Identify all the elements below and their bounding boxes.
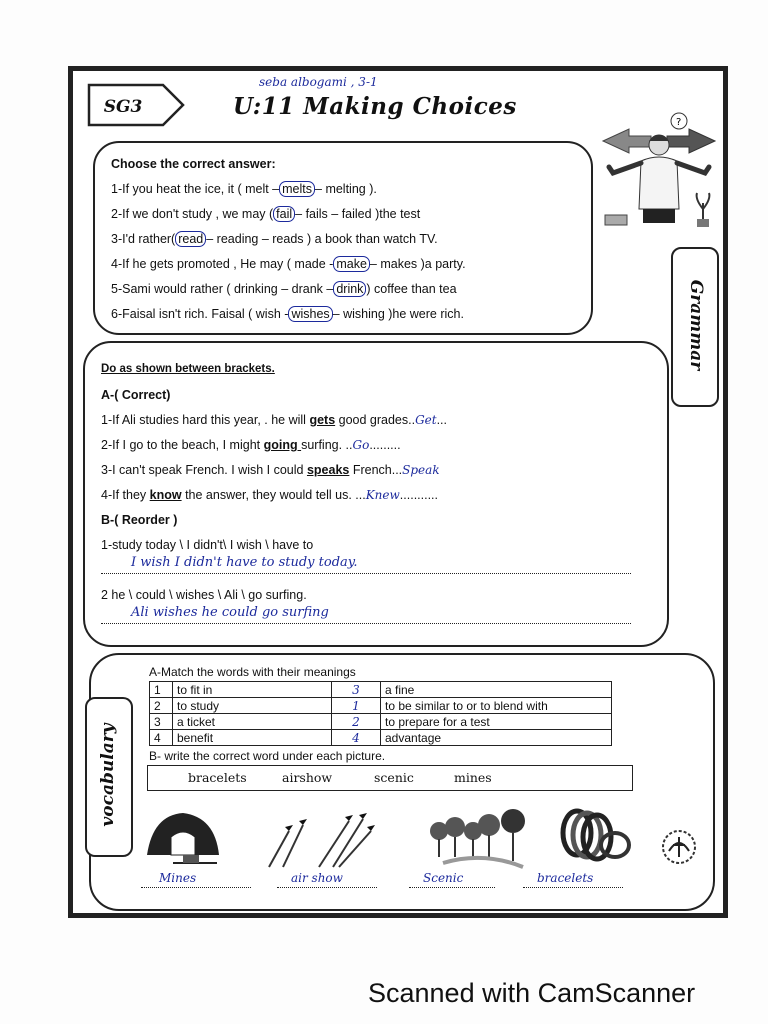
table-row: 4 benefit 4 advantage [150,730,612,746]
vocabulary-label: vocabulary [98,723,118,827]
choose-item: 6-Faisal isn't rich. Faisal ( wish - wishes – wishing )he were rich. [111,307,464,321]
choose-item: 4-If he gets promoted , He may ( made - make – makes )a party. [111,257,466,271]
decision-person-illustration [599,111,719,231]
airshow-picture [259,801,379,871]
word-bank-item: scenic [374,770,414,785]
handwritten-answer: Knew [365,488,400,502]
table-row: 3 a ticket 2 to prepare for a test [150,714,612,730]
grammar-label: Grammar [686,279,706,371]
choose-item: 3-I'd rather( read – reading – reads ) a book than watch TV. [111,232,438,246]
handwritten-answer: Get [415,413,437,427]
choose-item: 2-If we don't study , we may ( fail – fails – failed )the test [111,207,421,221]
handwritten-answer: bracelets [537,871,594,885]
correct-item: 2-If I go to the beach, I might going surfing. ..Go......... [101,438,401,452]
table-row: 2 to study 1 to be similar to or to blend with [150,698,612,714]
circled-answer: melts [279,181,315,197]
do-as-shown-box [83,341,669,647]
correct-label: A-( Correct) [101,388,171,402]
picture-answer-line [409,873,495,888]
do-as-shown-heading: Do as shown between brackets. [101,363,275,375]
handwritten-answer: I wish I didn't have to study today. [131,555,358,570]
match-table [149,681,612,746]
reorder-answer-line [101,607,631,624]
correct-item: 1-If Ali studies hard this year, . he will gets good grades..Get... [101,413,447,427]
correct-item: 4-If they know the answer, they would tell us. ...Knew........... [101,488,438,502]
calligraphy-seal [659,827,699,867]
reorder-label: B-( Reorder ) [101,513,178,527]
choose-item: 5-Sami would rather ( drinking – drank – drink ) coffee than tea [111,282,457,296]
handwritten-answer: Ali wishes he could go surfing [131,605,329,620]
worksheet [68,66,728,918]
handwritten-answer: 4 [332,730,381,746]
handwritten-answer: air show [291,871,343,885]
circled-answer: read [175,231,206,247]
handwritten-answer: Mines [159,871,197,885]
circled-answer: drink [333,281,366,297]
reorder-prompt: 1-study today \ I didn't\ I wish \ have to [101,538,314,552]
handwritten-answer: 1 [332,698,381,714]
mine-picture [143,805,223,869]
reorder-prompt: 2 he \ could \ wishes \ Ali \ go surfing. [101,588,307,602]
table-row: 1 to fit in 3 a fine [150,682,612,698]
student-name: seba albogami , 3-1 [259,75,378,89]
page-title: U:11 Making Choices [233,93,517,120]
picture-answer-line [523,873,623,888]
unit-badge-label: SG3 [103,97,143,117]
word-bank-item: bracelets [188,770,247,785]
unit-badge [87,83,187,127]
svg-text:?: ? [676,117,682,128]
word-bank-item: mines [454,770,492,785]
circled-answer: fail [273,206,295,222]
word-bank [147,765,633,791]
correct-item: 3-I can't speak French. I wish I could speaks French...Speak [101,463,440,477]
choose-heading: Choose the correct answer: [111,157,276,171]
circled-answer: wishes [288,306,332,322]
circled-answer: make [333,256,370,272]
word-bank-item: airshow [282,770,333,785]
bracelets-picture [557,803,637,867]
choose-answer-box [93,141,593,335]
vocabulary-box [89,653,715,911]
scenic-picture [423,801,533,871]
pictures-heading: B- write the correct word under each picture. [149,749,386,763]
handwritten-answer: Go [352,438,370,452]
choose-item: 1-If you heat the ice, it ( melt – melts – melting ). [111,182,377,196]
handwritten-answer: Speak [402,463,440,477]
camscanner-watermark: Scanned with CamScanner [368,978,696,1008]
match-heading: A-Match the words with their meanings [149,665,356,679]
handwritten-answer: 2 [332,714,381,730]
handwritten-answer: 3 [332,682,381,698]
handwritten-answer: Scenic [423,871,464,885]
picture-answer-line [141,873,251,888]
reorder-answer-line [101,557,631,574]
vocabulary-side-tag [85,697,133,857]
grammar-side-tag [671,247,719,407]
picture-answer-line [277,873,377,888]
